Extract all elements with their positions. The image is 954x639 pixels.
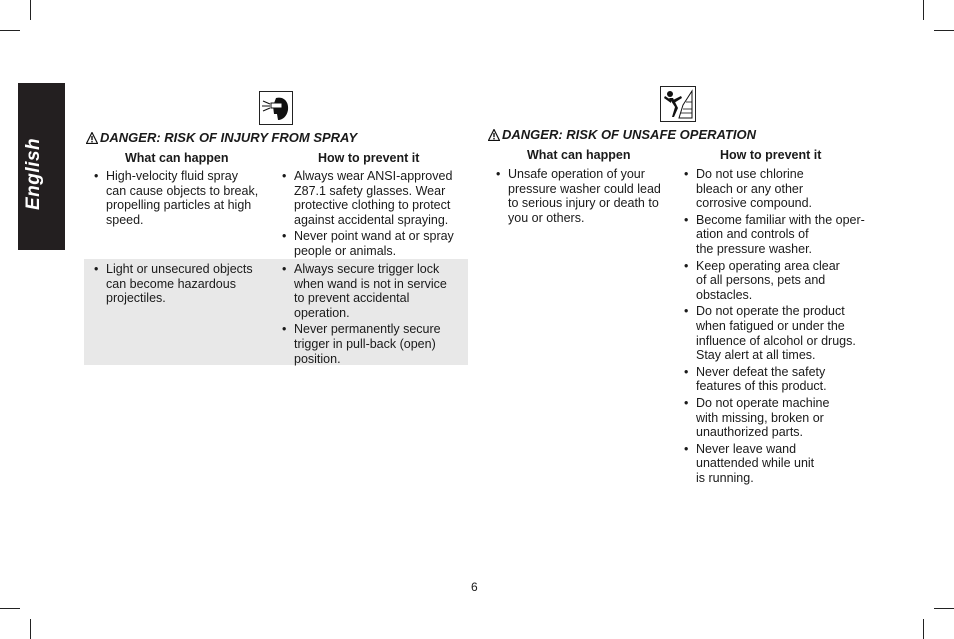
page-number: 6 — [471, 580, 478, 594]
crop-mark — [923, 0, 924, 20]
crop-mark — [923, 619, 924, 639]
right-danger-heading — [488, 127, 756, 142]
list-item: • Always wear ANSI-approved Z87.1 safety glasses. Wear protective clothing to protect against accidental spraying. — [282, 169, 467, 227]
left-col-how-header: How to prevent it — [318, 151, 420, 165]
list-item: • Unsafe operation of your pressure washer could lead to serious injury or death to you or others. — [496, 167, 676, 225]
right-what — [496, 167, 676, 227]
crop-mark — [934, 30, 954, 31]
left-col-what-header: What can happen — [125, 151, 229, 165]
crop-mark — [30, 0, 31, 20]
list-item: • Never defeat the safety features of this product. — [684, 365, 879, 394]
left-heading-text: DANGER: RISK OF INJURY FROM SPRAY — [100, 130, 358, 145]
list-item: • Do not use chlorine bleach or any other corrosive compound. — [684, 167, 879, 211]
unsafe-operation-icon — [660, 86, 696, 122]
crop-mark — [30, 619, 31, 639]
left-row1-what — [94, 169, 274, 229]
safety-glasses-spray-icon — [259, 91, 293, 125]
list-item: • Keep operating area clear of all persons, pets and obstacles. — [684, 259, 879, 303]
left-row2-what — [94, 262, 274, 308]
right-how — [684, 167, 879, 487]
list-item: • Do not operate the product when fatigued or under the influence of alcohol or drugs. Stay alert at all times. — [684, 304, 879, 362]
list-item: • Do not operate machine with missing, broken or unauthorized parts. — [684, 396, 879, 440]
list-item: • Always secure trigger lock when wand is not in service to prevent accidental operation. — [282, 262, 467, 320]
language-label: English — [23, 137, 44, 210]
right-col-how-header: How to prevent it — [720, 148, 822, 162]
list-item: • High-velocity fluid spray can cause objects to break, propelling particles at high speed. — [94, 169, 274, 227]
warning-triangle-icon — [86, 132, 98, 144]
crop-mark — [934, 608, 954, 609]
left-row2-how — [282, 262, 467, 368]
list-item: • Never permanently secure trigger in pull-back (open) position. — [282, 322, 467, 366]
crop-mark — [0, 608, 20, 609]
left-row1-how — [282, 169, 467, 261]
right-col-what-header: What can happen — [527, 148, 631, 162]
right-heading-text: DANGER: RISK OF UNSAFE OPERATION — [502, 127, 756, 142]
left-danger-heading — [86, 130, 357, 145]
list-item: • Never point wand at or spray people or animals. — [282, 229, 467, 258]
crop-mark — [0, 30, 20, 31]
list-item: • Become familiar with the oper- ation and controls of the pressure washer. — [684, 213, 879, 257]
list-item: • Light or unsecured objects can become hazardous projectiles. — [94, 262, 274, 306]
warning-triangle-icon — [488, 129, 500, 141]
list-item: • Never leave wand unattended while unit is running. — [684, 442, 879, 486]
